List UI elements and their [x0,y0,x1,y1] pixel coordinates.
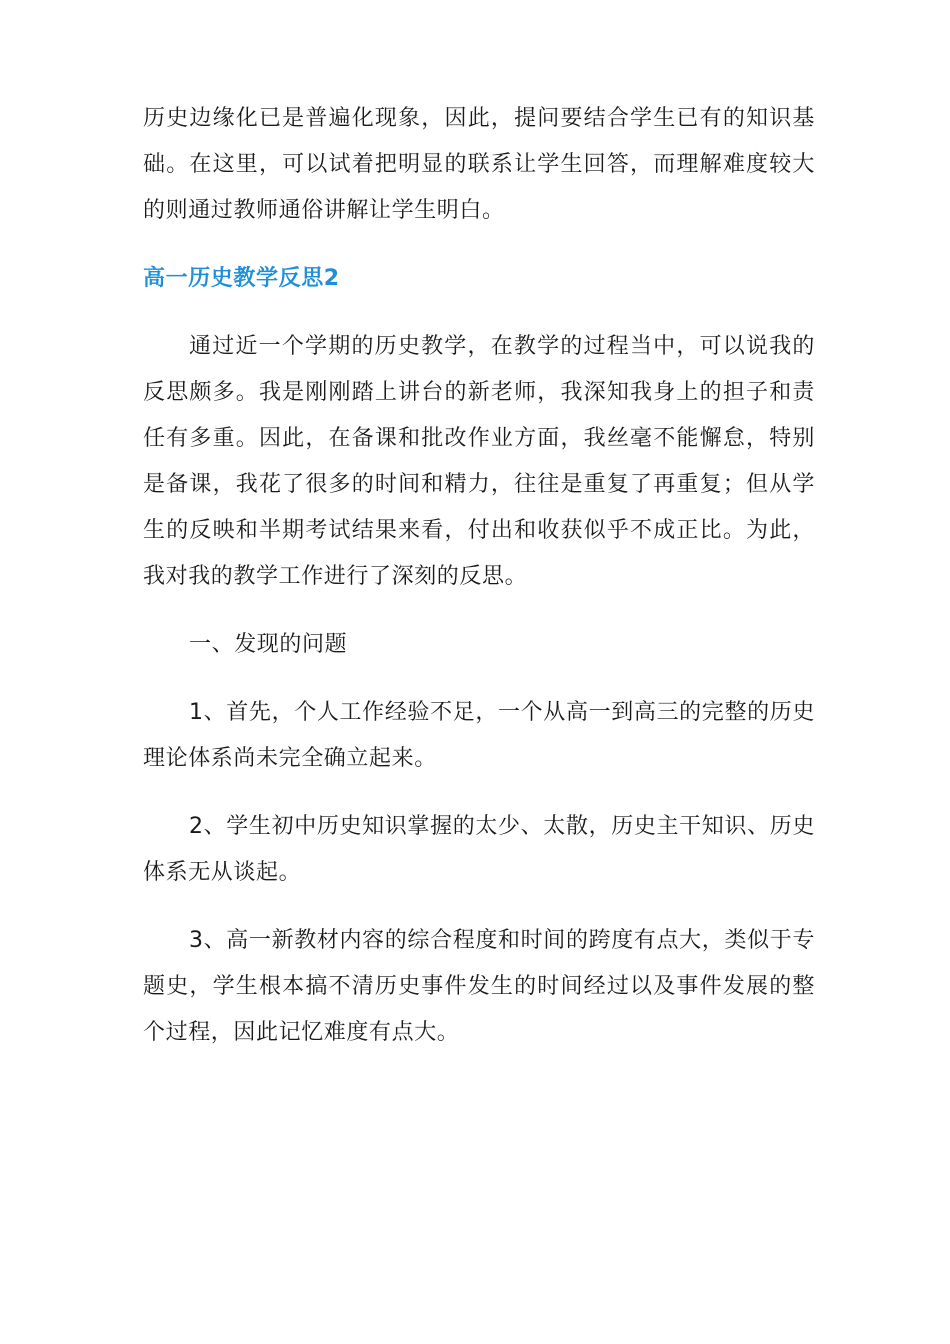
problem-item-2: 2、学生初中历史知识掌握的太少、太散，历史主干知识、历史体系无从谈起。 [143,814,815,885]
problem-item-1: 1、首先，个人工作经验不足，一个从高一到高三的完整的历史理论体系尚未完全确立起来。 [143,700,815,771]
document-body [143,96,815,1056]
sub-heading-problems: 一、发现的问题 [189,632,348,657]
section-title: 高一历史教学反思2 [143,266,340,291]
reflection-paragraph: 通过近一个学期的历史教学，在教学的过程当中，可以说我的反思颇多。我是刚刚踏上讲台的新老师，我深知我身上的担子和责任有多重。因此，在备课和批改作业方面，我丝毫不能懈怠，特别是备课，我花了很多的时间和精力，往往是重复了再重复；但从学生的反映和半期考试结果来看，付出和收获似乎不成正比。为此，我对我的教学工作进行了深刻的反思。 [143,334,815,589]
problem-item-3: 3、高一新教材内容的综合程度和时间的跨度有点大，类似于专题史，学生根本搞不清历史事件发生的时间经过以及事件发展的整个过程，因此记忆难度有点大。 [143,928,815,1045]
intro-paragraph: 历史边缘化已是普遍化现象，因此，提问要结合学生已有的知识基础。在这里，可以试着把明显的联系让学生回答，而理解难度较大的则通过教师通俗讲解让学生明白。 [143,106,815,223]
